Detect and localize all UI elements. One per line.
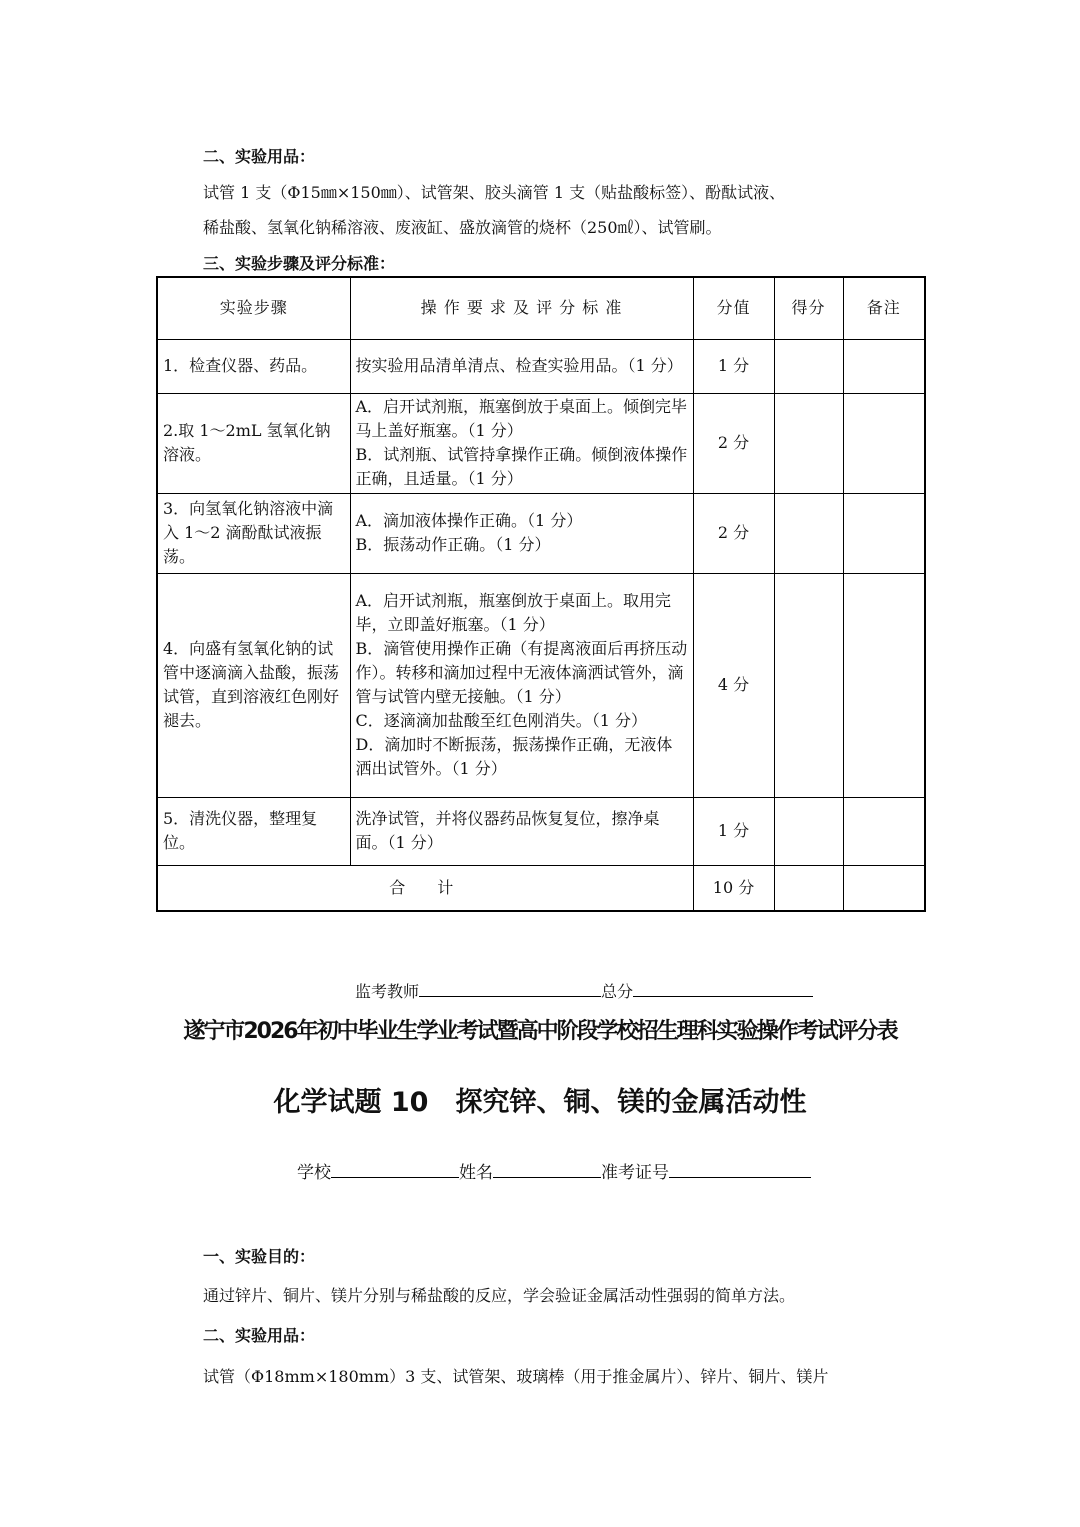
- criteria-item: 按实验用品清单清点、检查实验用品。（1 分）: [355, 356, 683, 375]
- table-row: [157, 797, 925, 865]
- objective-text: 通过锌片、铜片、镁片分别与稀盐酸的反应，学会验证金属活动性强弱的简单方法。: [203, 1286, 796, 1305]
- step-cell: 5．清洗仪器，整理复位。: [157, 797, 350, 865]
- criteria-cell: [350, 493, 693, 573]
- criteria-item: B．振荡动作正确。（1 分）: [355, 535, 551, 554]
- points-cell: 2 分: [693, 493, 774, 573]
- score-input-cell[interactable]: [774, 493, 843, 573]
- total-score-field[interactable]: [633, 978, 813, 997]
- materials-line-1: 试管 1 支（Φ15㎜×150㎜）、试管架、胶头滴管 1 支（贴盐酸标签）、酚酞试液、: [203, 183, 786, 202]
- points-cell: 1 分: [693, 339, 774, 393]
- table-total-row: [157, 865, 925, 911]
- table-row: [157, 393, 925, 493]
- remarks-cell[interactable]: [843, 393, 925, 493]
- criteria-item: C．逐滴滴加盐酸至红色刚消失。（1 分）: [355, 711, 648, 730]
- header-step: 实验步骤: [157, 277, 350, 339]
- section-heading-materials: 二、实验用品：: [203, 147, 316, 166]
- table-row: [157, 493, 925, 573]
- section-heading-steps: 三、实验步骤及评分标准：: [203, 254, 396, 273]
- criteria-item: D．滴加时不断振荡，振荡操作正确，无液体洒出试管外。（1 分）: [355, 735, 673, 778]
- school-field[interactable]: [331, 1159, 459, 1178]
- header-criteria: 操 作 要 求 及 评 分 标 准: [350, 277, 693, 339]
- page-title: 遂宁市2026年初中毕业生学业考试暨高中阶段学校招生理科实验操作考试评分表: [183, 1019, 897, 1044]
- name-label: 姓名: [459, 1163, 493, 1183]
- total-label: 合 计: [157, 865, 693, 911]
- criteria-item: A．启开试剂瓶，瓶塞倒放于桌面上。倾倒完毕马上盖好瓶塞。（1 分）: [355, 397, 688, 440]
- exam-id-field[interactable]: [669, 1159, 811, 1178]
- materials-text-2: 试管（Φ18mm×180mm）3 支、试管架、玻璃棒（用于推金属片）、锌片、铜片、镁片: [203, 1367, 829, 1386]
- step-cell: 1．检查仪器、药品。: [157, 339, 350, 393]
- header-score: 得分: [774, 277, 843, 339]
- criteria-cell: [350, 393, 693, 493]
- teacher-label: 监考教师: [355, 982, 420, 1001]
- student-info-line: [297, 1158, 811, 1183]
- table-header-row: [157, 277, 925, 339]
- points-cell: 2 分: [693, 393, 774, 493]
- exam-id-label: 准考证号: [601, 1163, 669, 1183]
- total-score-label: 总分: [601, 982, 634, 1001]
- score-input-cell[interactable]: [774, 339, 843, 393]
- criteria-item: B．试剂瓶、试管持拿操作正确。倾倒液体操作正确，且适量。（1 分）: [355, 445, 688, 488]
- remarks-cell[interactable]: [843, 339, 925, 393]
- total-score-input-cell[interactable]: [774, 865, 843, 911]
- score-input-cell[interactable]: [774, 797, 843, 865]
- remarks-cell[interactable]: [843, 573, 925, 797]
- criteria-item: 洗净试管，并将仪器药品恢复复位，擦净桌面。（1 分）: [355, 809, 660, 852]
- total-remarks-cell[interactable]: [843, 865, 925, 911]
- criteria-cell: [350, 573, 693, 797]
- materials-line-2: 稀盐酸、氢氧化钠稀溶液、废液缸、盛放滴管的烧杯（250㎖）、试管刷。: [203, 218, 722, 237]
- step-cell: 3．向氢氧化钠溶液中滴入 1～2 滴酚酞试液振荡。: [157, 493, 350, 573]
- total-points: 10 分: [693, 865, 774, 911]
- criteria-item: B．滴管使用操作正确（有提离液面后再挤压动作）。转移和滴加过程中无液体滴洒试管外，滴管与试管内壁无接触。（1 分）: [355, 639, 688, 706]
- criteria-item: A．启开试剂瓶，瓶塞倒放于桌面上。取用完毕，立即盖好瓶塞。（1 分）: [355, 591, 672, 634]
- criteria-cell: [350, 797, 693, 865]
- name-field[interactable]: [493, 1159, 601, 1178]
- remarks-cell[interactable]: [843, 797, 925, 865]
- score-input-cell[interactable]: [774, 573, 843, 797]
- score-input-cell[interactable]: [774, 393, 843, 493]
- experiment-title: 化学试题 10 探究锌、铜、镁的金属活动性: [273, 1087, 807, 1118]
- teacher-signature-field[interactable]: [419, 978, 601, 997]
- header-remarks: 备注: [843, 277, 925, 339]
- school-label: 学校: [297, 1163, 331, 1183]
- header-points: 分值: [693, 277, 774, 339]
- criteria-cell: [350, 339, 693, 393]
- step-cell: 4．向盛有氢氧化钠的试管中逐滴滴入盐酸，振荡试管，直到溶液红色刚好褪去。: [157, 573, 350, 797]
- signature-line: [355, 978, 813, 1002]
- section-heading-materials-2: 二、实验用品：: [203, 1326, 316, 1345]
- points-cell: 1 分: [693, 797, 774, 865]
- section-heading-objective: 一、实验目的：: [203, 1247, 316, 1266]
- table-row: [157, 339, 925, 393]
- remarks-cell[interactable]: [843, 493, 925, 573]
- scoring-table: [156, 276, 926, 912]
- table-row: [157, 573, 925, 797]
- step-cell: 2.取 1～2mL 氢氧化钠溶液。: [157, 393, 350, 493]
- points-cell: 4 分: [693, 573, 774, 797]
- criteria-item: A．滴加液体操作正确。（1 分）: [355, 511, 583, 530]
